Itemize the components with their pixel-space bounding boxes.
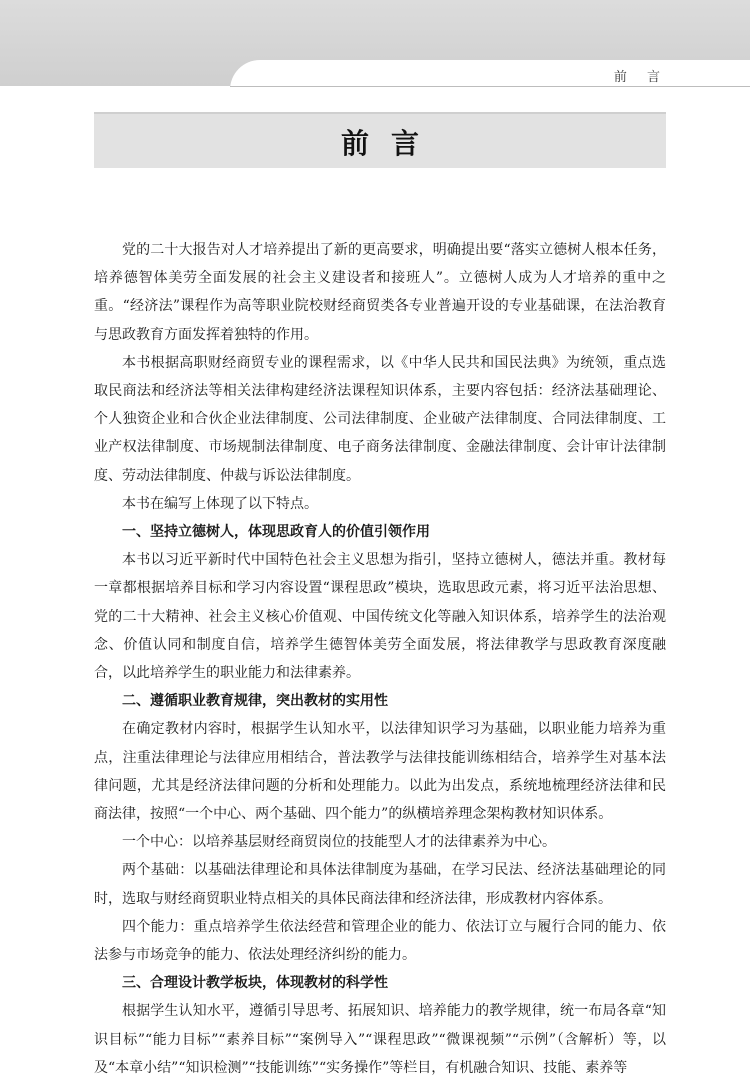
running-header-title: 前 言 xyxy=(613,70,668,85)
paragraph: 四个能力：重点培养学生依法经营和管理企业的能力、依法订立与履行合同的能力、依法参与市场竞争的能力、依法处理经济纠纷的能力。 xyxy=(94,918,666,964)
page-title: 前言 xyxy=(340,127,441,160)
paragraph: 一个中心：以培养基层财经商贸岗位的技能型人才的法律素养为中心。 xyxy=(122,834,556,851)
paragraph: 本书以习近平新时代中国特色社会主义思想为指引，坚持立德树人，德法并重。教材每一章都根据培养目标和学习内容设置“课程思政”模块，选取思政元素，将习近平法治思想、党的二十大精神、社会主义核心价值观、中国传统文化等融入知识体系，培养学生的法治观念、价值认同和制度自信，培养学生德智体美劳全面发展，将法律教学与思政教育深度融合，以此培养学生的职业能力和法律素养。 xyxy=(94,552,666,682)
paragraph: 根据学生认知水平，遵循引导思考、拓展知识、培养能力的教学规律，统一布局各章“知识目标”“能力目标”“素养目标”“案例导入”“课程思政”“微课视频”“示例”（含解析）等，以及“本章小结”“知识检测”“技能训练”“实务操作”等栏目，有机融合知识、技能、素养等 xyxy=(94,1003,666,1076)
header-rule xyxy=(230,86,750,87)
paragraph: 党的二十大报告对人才培养提出了新的更高要求，明确提出要“落实立德树人根本任务，培养德智体美劳全面发展的社会主义建设者和接班人”。立德树人成为人才培养的重中之重。“经济法”课程作为高等职业院校财经商贸类各专业普遍开设的专业基础课，在法治教育与思政教育方面发挥着独特的作用。 xyxy=(94,242,666,343)
paragraph: 在确定教材内容时，根据学生认知水平，以法律知识学习为基础，以职业能力培养为重点，注重法律理论与法律应用相结合，普法教学与法律技能训练相结合，培养学生对基本法律问题，尤其是经济法律问题的分析和处理能力。以此为出发点，系统地梳理经济法律和民商法律，按照“一个中心、两个基础、四个能力”的纵横培养理念架构教材知识体系。 xyxy=(94,721,666,823)
paragraph: 本书根据高职财经商贸专业的课程需求，以《中华人民共和国民法典》为统领，重点选取民商法和经济法等相关法律构建经济法课程知识体系，主要内容包括：经济法基础理论、个人独资企业和合伙企业法律制度、公司法律制度、企业破产法律制度、合同法律制度、工业产权法律制度、市场规制法律制度、电子商务法律制度、金融法律制度、会计审计法律制度、劳动法律制度、仲裁与诉讼法律制度。 xyxy=(94,354,666,484)
running-header-tab xyxy=(230,60,750,100)
title-box xyxy=(94,112,666,168)
body-text xyxy=(94,236,666,1082)
section-heading: 三、合理设计教学板块，体现教材的科学性 xyxy=(122,975,388,992)
paragraph: 本书在编写上体现了以下特点。 xyxy=(122,495,318,512)
paragraph: 两个基础：以基础法律理论和具体法律制度为基础，在学习民法、经济法基础理论的同时，选取与财经商贸职业特点相关的具体民商法律和经济法律，形成教材内容体系。 xyxy=(94,862,666,907)
section-heading: 一、坚持立德树人，体现思政育人的价值引领作用 xyxy=(122,524,430,541)
section-heading: 二、遵循职业教育规律，突出教材的实用性 xyxy=(122,693,388,710)
